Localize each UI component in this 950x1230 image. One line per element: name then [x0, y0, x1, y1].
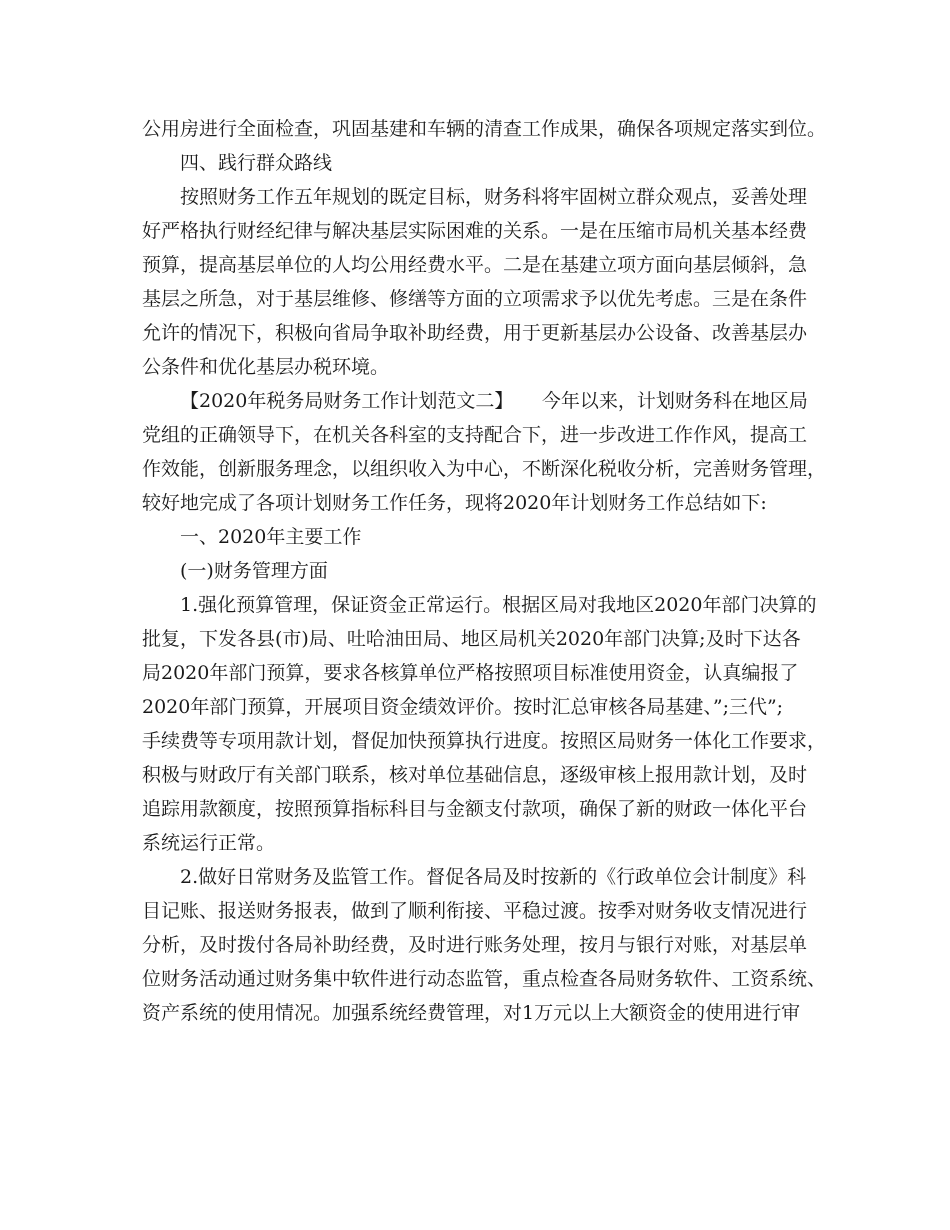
text-line: 作效能，创新服务理念，以组织收入为中心，不断深化税收分析，完善财务管理，	[142, 458, 827, 480]
text-line: 2.做好日常财务及监管工作。督促各局及时按新的《行政单位会计制度》科	[180, 866, 807, 888]
text-line: 【2020年税务局财务工作计划范文二】 今年以来，计划财务科在地区局	[180, 390, 808, 412]
text-line: 公条件和优化基层办税环境。	[142, 356, 390, 378]
text-line: 按照财务工作五年规划的既定目标，财务科将牢固树立群众观点，妥善处理	[180, 186, 808, 208]
text-line: 允许的情况下，积极向省局争取补助经费，用于更新基层办公设备、改善基层办	[142, 322, 808, 344]
text-line: 局2020年部门预算，要求各核算单位严格按照项目标准使用资金，认真编报了	[142, 662, 799, 684]
text-line: 2020年部门预算，开展项目资金绩效评价。按时汇总审核各局基建、”;三代”;	[142, 696, 784, 718]
text-line: 追踪用款额度，按照预算指标科目与金额支付款项，确保了新的财政一体化平台	[142, 798, 808, 820]
text-line: 党组的正确领导下，在机关各科室的支持配合下，进一步改进工作作风，提高工	[142, 424, 808, 446]
text-line: 批复，下发各县(市)局、吐哈油田局、地区局机关2020年部门决算;及时下达各	[142, 628, 801, 650]
text-line: 手续费等专项用款计划，督促加快预算执行进度。按照区局财务一体化工作要求，	[142, 730, 827, 752]
section-heading: 一、2020年主要工作	[180, 526, 362, 548]
text-line: 目记账、报送财务报表，做到了顺利衔接、平稳过渡。按季对财务收支情况进行	[142, 900, 808, 922]
text-line: 分析，及时拨付各局补助经费，及时进行账务处理，按月与银行对账，对基层单	[142, 934, 808, 956]
text-line: 预算，提高基层单位的人均公用经费水平。二是在基建立项方面向基层倾斜，急	[142, 254, 808, 276]
text-line: 1.强化预算管理，保证资金正常运行。根据区局对我地区2020年部门决算的	[180, 594, 817, 616]
text-line: 位财务活动通过财务集中软件进行动态监管，重点检查各局财务软件、工资系统、	[142, 968, 827, 990]
text-line: 资产系统的使用情况。加强系统经费管理，对1万元以上大额资金的使用进行审	[142, 1002, 801, 1024]
text-line: 公用房进行全面检查，巩固基建和车辆的清查工作成果，确保各项规定落实到位。	[142, 118, 827, 140]
section-heading: 四、践行群众路线	[180, 152, 333, 174]
text-line: 较好地完成了各项计划财务工作任务，现将2020年计划财务工作总结如下:	[142, 492, 767, 514]
text-line: 好严格执行财经纪律与解决基层实际困难的关系。一是在压缩市局机关基本经费	[142, 220, 808, 242]
subsection-heading: (一)财务管理方面	[180, 560, 328, 582]
text-line: 积极与财政厅有关部门联系，核对单位基础信息，逐级审核上报用款计划，及时	[142, 764, 808, 786]
text-line: 系统运行正常。	[142, 832, 276, 854]
text-line: 基层之所急，对于基层维修、修缮等方面的立项需求予以优先考虑。三是在条件	[142, 288, 808, 310]
document-body	[142, 114, 827, 1032]
